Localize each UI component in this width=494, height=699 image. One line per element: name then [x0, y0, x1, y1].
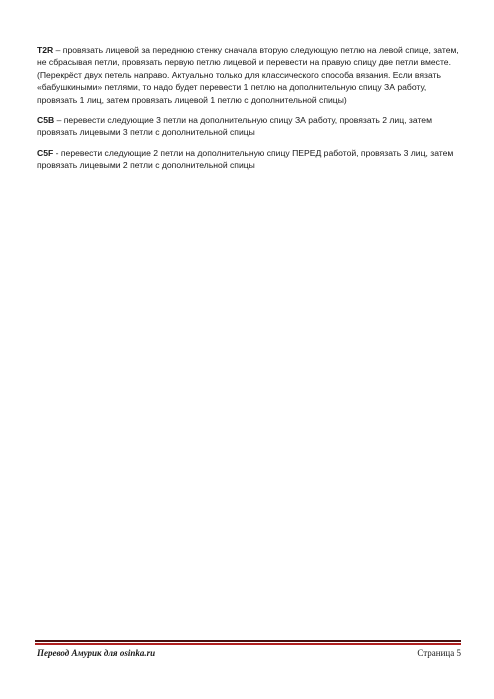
- footer-divider-dark: [35, 640, 461, 642]
- abbreviation-c5f: C5F: [37, 147, 54, 158]
- paragraph-c5b: [37, 114, 461, 139]
- description-c5b: – перевести следующие 3 петли на дополнительную спицу ЗА работу, провязать 2 лиц, затем провязать лицевыми 3 петли с дополнительной спицы: [37, 115, 432, 138]
- page-number: Страница 5: [417, 648, 461, 658]
- description-c5f: - перевести следующие 2 петли на дополнительную спицу ПЕРЕД работой, провязать 3 лиц, затем провязать лицевыми 2 петли с дополнительной спицы: [37, 147, 454, 171]
- paragraph-t2r: [37, 44, 461, 106]
- footer-credit: Перевод Амурик для osinka.ru: [37, 648, 156, 658]
- abbreviation-c5b: C5B: [37, 115, 55, 126]
- description-t2r: – провязать лицевой за переднюю стенку сначала вторую следующую петлю на левой спице, затем, не сбрасывая петли, провязать первую петлю лицевой и перевести на правую спицу две петли вместе. (Перекрёст двух петель направо. Актуально только для классического способа вязания. Если вязать «бабушкиными» петлями, то надо будет перевести 1 петлю на дополнительную спицу ЗА работу, провязать 1 лиц, затем провязать лицевой 1 петлю с дополнительной спицы): [37, 45, 459, 105]
- page-content: [37, 44, 461, 180]
- abbreviation-t2r: T2R: [37, 45, 54, 55]
- footer-divider-red: [35, 643, 461, 645]
- paragraph-c5f: [37, 147, 461, 172]
